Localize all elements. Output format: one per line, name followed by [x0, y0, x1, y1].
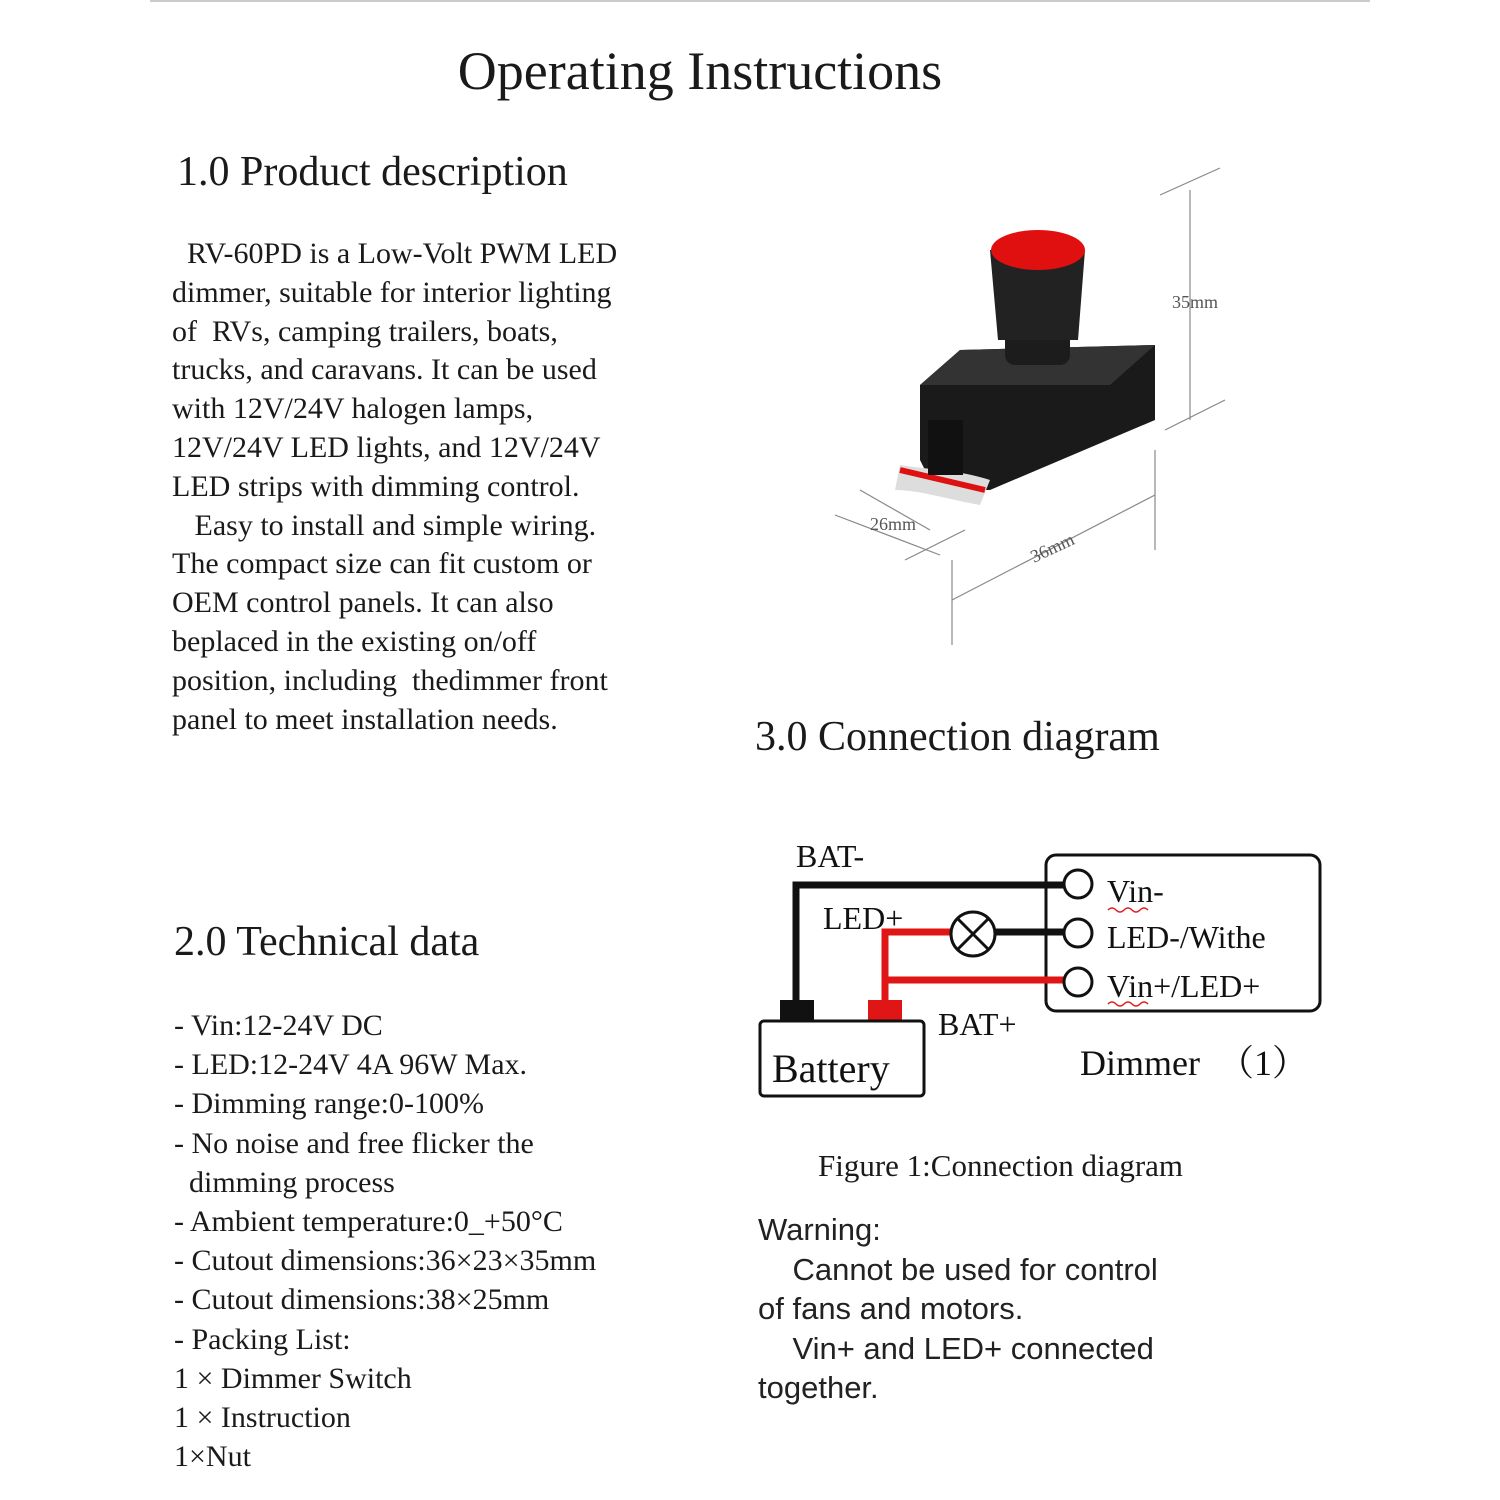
text-line: RV-60PD is a Low-Volt PWM LED [172, 237, 618, 270]
text-line: together. [758, 1370, 879, 1405]
dim-height-label: 35mm [1172, 292, 1219, 312]
text-line: - Ambient temperature:0_+50°C [174, 1205, 563, 1239]
vin-plus-terminal: Vin+/LED+ [1107, 968, 1261, 1004]
text-line: dimmer, suitable for interior lighting [172, 275, 612, 309]
dim-width-label: 36mm [1027, 529, 1078, 567]
bat-plus-label: BAT+ [938, 1006, 1017, 1042]
text-line: OEM control panels. It can also [172, 586, 554, 620]
text-line: - Vin:12-24V DC [174, 1009, 383, 1042]
technical-data [174, 1006, 596, 1476]
warning-text [758, 1210, 1158, 1408]
figure-caption: Figure 1:Connection diagram [818, 1148, 1184, 1183]
text-line: Easy to install and simple wiring. [172, 508, 597, 542]
bat-minus-label: BAT- [796, 838, 865, 874]
text-line: 1 × Instruction [174, 1401, 351, 1435]
led-plus-label: LED+ [823, 900, 904, 936]
dimmer-label: Dimmer （1） [1080, 1043, 1308, 1083]
led-minus-terminal: LED-/Withe [1107, 919, 1266, 955]
page-title: Operating Instructions [457, 41, 943, 101]
text-line: The compact size can fit custom or [172, 547, 592, 581]
text-line: 1×Nut [174, 1440, 251, 1474]
text-line: Cannot be used for control [758, 1251, 1158, 1287]
product-image [820, 160, 1250, 650]
section2-heading: 2.0 Technical data [174, 919, 480, 965]
text-line: - Dimming range:0-100% [174, 1087, 484, 1121]
top-divider [150, 0, 1370, 2]
text-line: - Cutout dimensions:36×23×35mm [174, 1244, 597, 1278]
battery-label: Battery [772, 1046, 890, 1091]
text-line: - Packing List: [174, 1322, 351, 1356]
text-line: LED strips with dimming control. [172, 469, 580, 503]
text-line: of RVs, camping trailers, boats, [172, 314, 558, 348]
product-description [172, 235, 617, 739]
text-line: Vin+ and LED+ connected [758, 1330, 1154, 1366]
section3-heading: 3.0 Connection diagram [755, 714, 1160, 760]
text-line: dimming process [174, 1165, 395, 1199]
text-line: - LED:12-24V 4A 96W Max. [174, 1048, 528, 1082]
vin-minus-terminal: Vin- [1107, 873, 1164, 909]
text-line: 12V/24V LED lights, and 12V/24V [172, 430, 601, 464]
connection-diagram [750, 830, 1340, 1110]
dim-depth-label: 26mm [870, 514, 917, 534]
text-line: beplaced in the existing on/off [172, 624, 537, 658]
text-line: - No noise and free flicker the [174, 1126, 534, 1160]
text-line: trucks, and caravans. It can be used [172, 353, 597, 387]
text-line: position, including thedimmer front [172, 663, 608, 697]
text-line: of fans and motors. [758, 1291, 1024, 1326]
text-line: Warning: [758, 1212, 881, 1247]
text-line: panel to meet installation needs. [172, 702, 558, 736]
section1-heading: 1.0 Product description [177, 149, 568, 195]
text-line: 1 × Dimmer Switch [174, 1361, 412, 1395]
text-line: with 12V/24V halogen lamps, [172, 392, 534, 426]
text-line: - Cutout dimensions:38×25mm [174, 1283, 550, 1317]
